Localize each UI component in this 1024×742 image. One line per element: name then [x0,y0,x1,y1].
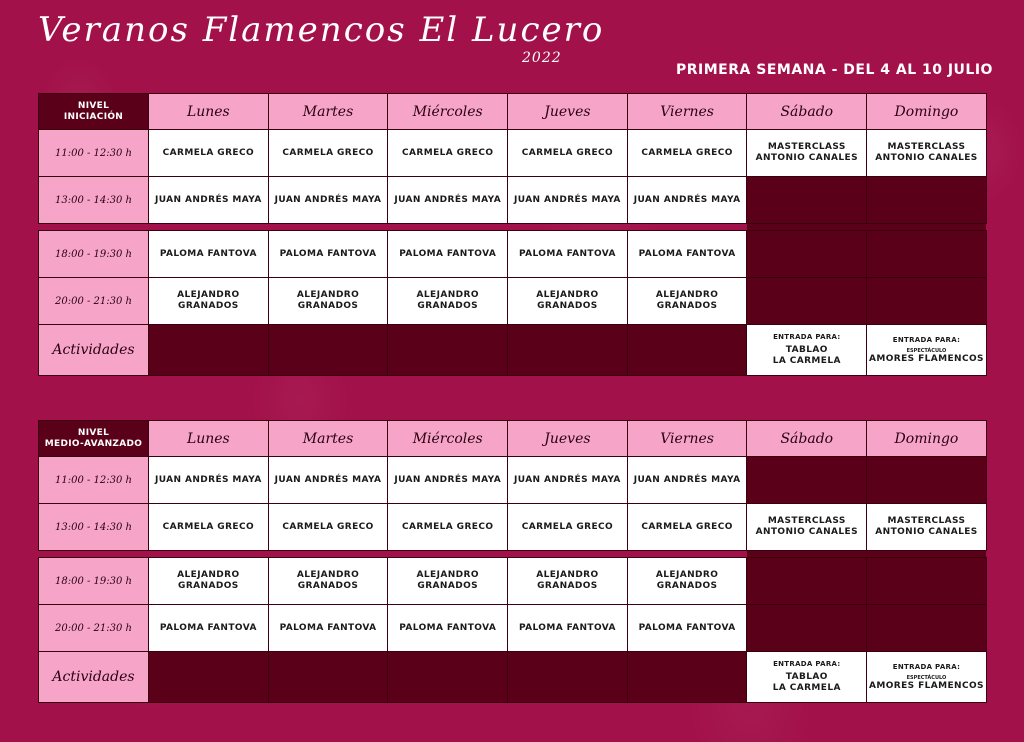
activity-label: ENTRADA PARA: [892,335,961,344]
separator-cell [747,224,867,231]
activities-label: Actividades [39,652,149,703]
separator-cell [388,551,508,558]
separator-cell [39,224,149,231]
empty-cell [747,278,867,325]
class-cell: JUAN ANDRÉS MAYA [388,457,508,504]
empty-cell [747,457,867,504]
day-header: Lunes [149,94,269,130]
level-label: NIVEL MEDIO-AVANZADO [39,421,149,457]
time-slot: 11:00 - 12:30 h [39,130,149,177]
day-header: Miércoles [388,421,508,457]
time-row [39,278,987,325]
class-cell: PALOMA FANTOVA [149,605,269,652]
activity-label: ENTRADA PARA: [892,662,961,671]
separator-cell [149,224,269,231]
day-header: Martes [268,94,388,130]
class-cell: MASTERCLASS ANTONIO CANALES [867,130,987,177]
activity-cell [747,325,867,376]
row-separator [39,224,987,231]
empty-cell [747,231,867,278]
empty-cell [867,558,987,605]
empty-cell [747,558,867,605]
empty-cell [149,325,269,376]
empty-cell [747,605,867,652]
class-cell: JUAN ANDRÉS MAYA [508,177,628,224]
separator-cell [627,224,747,231]
class-cell: CARMELA GRECO [268,504,388,551]
header-row [39,94,987,130]
class-cell: CARMELA GRECO [388,504,508,551]
class-cell: PALOMA FANTOVA [268,605,388,652]
row-separator [39,551,987,558]
activity-cell [747,652,867,703]
class-cell: PALOMA FANTOVA [627,605,747,652]
time-row [39,457,987,504]
day-header: Viernes [627,421,747,457]
separator-cell [39,551,149,558]
empty-cell [867,457,987,504]
separator-cell [747,551,867,558]
day-header: Miércoles [388,94,508,130]
class-cell: MASTERCLASS ANTONIO CANALES [747,504,867,551]
separator-cell [508,224,628,231]
class-cell: CARMELA GRECO [149,504,269,551]
time-row [39,130,987,177]
time-row [39,558,987,605]
activity-label: ENTRADA PARA: [773,333,841,341]
time-slot: 18:00 - 19:30 h [39,558,149,605]
time-row [39,177,987,224]
time-slot: 18:00 - 19:30 h [39,231,149,278]
time-row [39,605,987,652]
class-cell: MASTERCLASS ANTONIO CANALES [867,504,987,551]
separator-cell [388,224,508,231]
class-cell: ALEJANDRO GRANADOS [508,278,628,325]
class-cell: PALOMA FANTOVA [268,231,388,278]
activity-value: TABLAO LA CARMELA [772,345,841,366]
empty-cell [627,325,747,376]
activities-row [39,652,987,703]
class-cell: JUAN ANDRÉS MAYA [627,177,747,224]
empty-cell [508,325,628,376]
class-cell: CARMELA GRECO [508,504,628,551]
empty-cell [867,231,987,278]
class-cell: ALEJANDRO GRANADOS [508,558,628,605]
day-header: Sábado [747,94,867,130]
activity-value: AMORES FLAMENCOS [869,353,984,364]
activity-sub: ESPECTÁCULO [906,674,947,681]
class-cell: CARMELA GRECO [388,130,508,177]
class-cell: PALOMA FANTOVA [388,605,508,652]
schedule-table [38,420,987,703]
separator-cell [268,224,388,231]
separator-cell [508,551,628,558]
class-cell: ALEJANDRO GRANADOS [149,278,269,325]
activities-row [39,325,987,376]
page-year: 2022 [522,50,562,66]
day-header: Jueves [508,94,628,130]
day-header: Jueves [508,421,628,457]
class-cell: JUAN ANDRÉS MAYA [268,177,388,224]
class-cell: CARMELA GRECO [149,130,269,177]
time-slot: 20:00 - 21:30 h [39,278,149,325]
empty-cell [747,177,867,224]
time-row [39,231,987,278]
class-cell: ALEJANDRO GRANADOS [627,558,747,605]
activity-label: ENTRADA PARA: [773,660,841,668]
empty-cell [867,278,987,325]
activities-label: Actividades [39,325,149,376]
separator-cell [867,224,987,231]
class-cell: ALEJANDRO GRANADOS [149,558,269,605]
schedule-table [38,93,987,376]
empty-cell [627,652,747,703]
day-header: Martes [268,421,388,457]
class-cell: CARMELA GRECO [268,130,388,177]
page-title: Veranos Flamencos El Lucero [38,10,605,50]
class-cell: ALEJANDRO GRANADOS [388,278,508,325]
level-label: NIVEL INICIACIÓN [39,94,149,130]
empty-cell [268,652,388,703]
class-cell: PALOMA FANTOVA [149,231,269,278]
separator-cell [627,551,747,558]
day-header: Sábado [747,421,867,457]
activity-value: AMORES FLAMENCOS [869,680,984,691]
week-subtitle: PRIMERA SEMANA - DEL 4 AL 10 JULIO [676,62,993,78]
class-cell: PALOMA FANTOVA [508,231,628,278]
empty-cell [508,652,628,703]
separator-cell [867,551,987,558]
empty-cell [867,177,987,224]
time-slot: 20:00 - 21:30 h [39,605,149,652]
class-cell: JUAN ANDRÉS MAYA [268,457,388,504]
class-cell: JUAN ANDRÉS MAYA [149,177,269,224]
time-slot: 13:00 - 14:30 h [39,177,149,224]
day-header: Viernes [627,94,747,130]
empty-cell [149,652,269,703]
empty-cell [388,325,508,376]
day-header: Lunes [149,421,269,457]
class-cell: CARMELA GRECO [627,130,747,177]
class-cell: JUAN ANDRÉS MAYA [627,457,747,504]
class-cell: ALEJANDRO GRANADOS [268,558,388,605]
class-cell: JUAN ANDRÉS MAYA [388,177,508,224]
activity-value: TABLAO LA CARMELA [772,672,841,693]
class-cell: PALOMA FANTOVA [508,605,628,652]
time-slot: 11:00 - 12:30 h [39,457,149,504]
separator-cell [149,551,269,558]
activity-cell [867,325,987,376]
class-cell: PALOMA FANTOVA [627,231,747,278]
class-cell: PALOMA FANTOVA [388,231,508,278]
class-cell: MASTERCLASS ANTONIO CANALES [747,130,867,177]
class-cell: CARMELA GRECO [627,504,747,551]
separator-cell [268,551,388,558]
time-slot: 13:00 - 14:30 h [39,504,149,551]
empty-cell [867,605,987,652]
class-cell: ALEJANDRO GRANADOS [268,278,388,325]
day-header: Domingo [867,421,987,457]
activity-sub: ESPECTÁCULO [906,347,947,354]
time-row [39,504,987,551]
day-header: Domingo [867,94,987,130]
class-cell: CARMELA GRECO [508,130,628,177]
class-cell: JUAN ANDRÉS MAYA [508,457,628,504]
class-cell: ALEJANDRO GRANADOS [627,278,747,325]
class-cell: ALEJANDRO GRANADOS [388,558,508,605]
activity-cell [867,652,987,703]
class-cell: JUAN ANDRÉS MAYA [149,457,269,504]
empty-cell [388,652,508,703]
header-row [39,421,987,457]
empty-cell [268,325,388,376]
